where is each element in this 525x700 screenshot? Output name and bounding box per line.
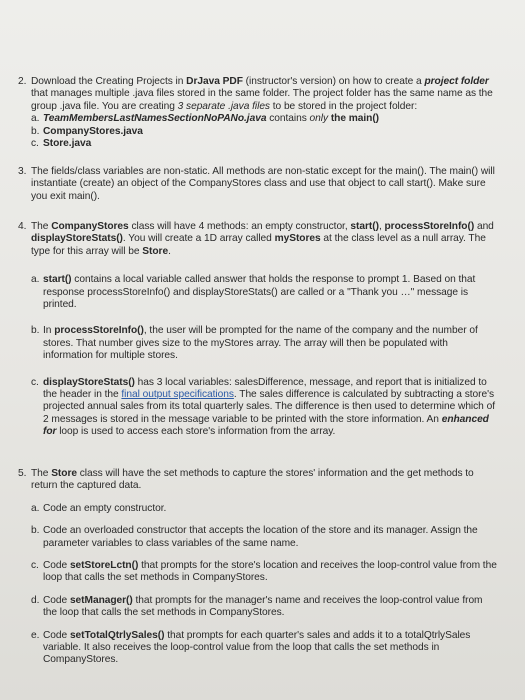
instruction-item-4 [18, 221, 498, 439]
item-body: The CompanyStores class will have 4 methods: an empty constructor, start(), processStoreInfo() and displayStoreStats(). You will create a 1D array called myStores at the class level as a null array. The type for this array will be Store. [31, 221, 494, 257]
instruction-item-2 [18, 76, 496, 150]
subitem-4a: a. start() contains a local variable called answer that holds the response to prompt 1. Based on that response processStoreInfo() and displayStoreStats() are called or a "Thank you …" message is printed. [31, 274, 476, 311]
subitem-5a: a. Code an empty constructor. [31, 502, 167, 514]
item-body: The fields/class variables are non-static. All methods are non-static except for the main(). The main() will instantiate (create) an object of the CompanyStores class and use that object to call start(). Make sure you exit main(). [31, 166, 495, 202]
subitem-5b: b. Code an overloaded constructor that accepts the location of the store and its manager. Assign the parameter variables to class variables of the same name. [31, 525, 478, 549]
subitem-2c: c. Store.java [31, 138, 92, 150]
subitem-4b: b. In processStoreInfo(), the user will be prompted for the name of the company and the number of stores. That number gives size to the myStores array. The array will then be populated with information for multiple stores. [31, 325, 478, 362]
instruction-item-3 [18, 166, 496, 203]
item-number: 5. [18, 468, 27, 479]
item-number: 4. [18, 221, 27, 232]
item-number: 2. [18, 76, 27, 87]
item-body: The Store class will have the set methods to capture the stores' information and the get methods to return the captured data. [31, 468, 474, 492]
subitem-5e: e. Code setTotalQtrlySales() that prompts for each quarter's sales and adds it to a totalQtrlySales variable. It also receives the loop-control value from the loop that calls the set methods in CompanyStores. [31, 629, 471, 666]
item-number: 3. [18, 166, 27, 177]
subitem-2b: b. CompanyStores.java [31, 125, 143, 137]
subitem-5c: c. Code setStoreLctn() that prompts for the store's location and receives the loop-control value from the loop that calls the set methods in CompanyStores. [31, 560, 497, 584]
subitem-2a: a. TeamMembersLastNamesSectionNoPANo.java contains only the main() [31, 113, 380, 125]
item-body: Download the Creating Projects in DrJava PDF (instructor's version) on how to create a project folder that manages multiple .java files stored in the same folder. The project folder has the same name as the group .java file. You are creating 3 separate .java files to be stored in the project folder: [31, 76, 493, 112]
subitem-5d: d. Code setManager() that prompts for the manager's name and receives the loop-control value from the loop that calls the set methods in CompanyStores. [31, 594, 483, 619]
subitem-4c: c. displayStoreStats() has 3 local variables: salesDifference, message, and report that is initialized to the header in the final output specifications. The sales difference is calculated by subtracting a store's projected annual sales from its total quarterly sales. The difference is then used to determine which of 2 messages is stored in the message variable to be printed with the store information. An enhanced for loop is used to access each store's information from the array. [31, 376, 495, 438]
final-output-specifications-link[interactable]: final output specifications [121, 389, 234, 401]
instruction-item-5 [18, 468, 498, 667]
